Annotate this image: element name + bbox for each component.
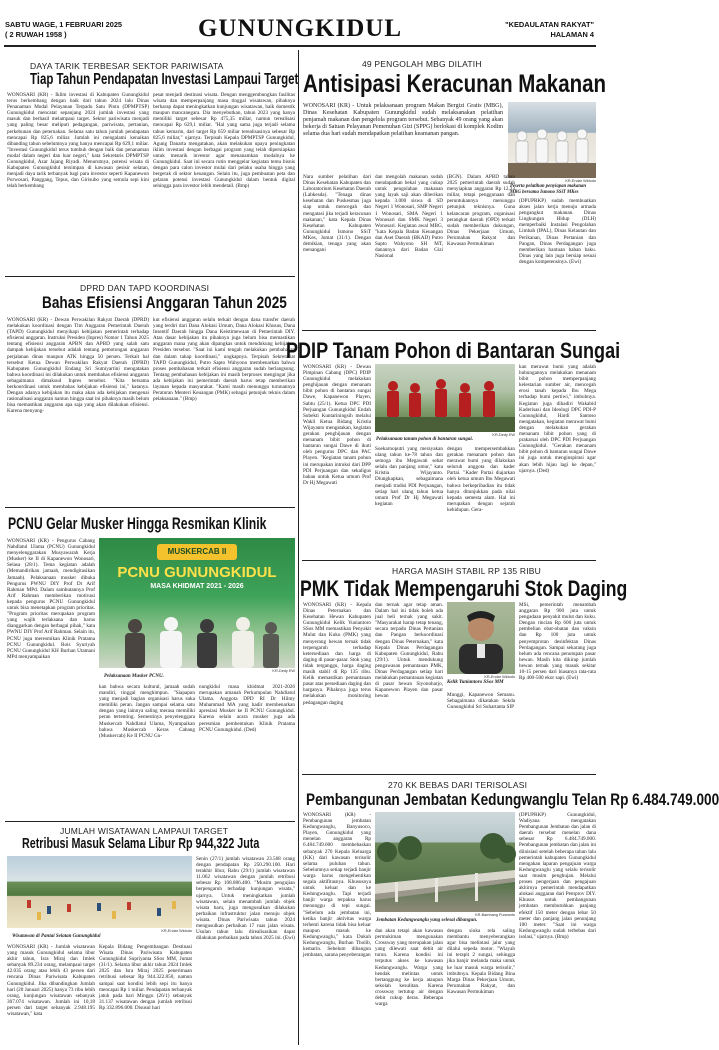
masthead-title: GUNUNGKIDUL (197, 15, 403, 42)
art1-col1: WONOSARI (KR) - Iklim investasi di Kabupaten Gunungkidul terus berkembang dengan baik dari tahun 2024 lalu Dinas Penanaman Modal Pelayanan Terpadu Satu Pintu (DPMPTSP) Gunungkidul mencatat sepanjang 2024 jumlah investasi yang masuk dan berhasil melampaui target. Sektor pariwisata menjadi yang paling besar meliputi pedagangan, pariwisata, pertanian, perkebunan dan peternakan. Selama satu tahun jumlah pendapatan mencapai Rp 825,6 miliar. Jumlah ini mengalami kenaikan dibanding tahun sebelumnya yang hanya mencapai Rp 629,1 miliar. "Investasi Gunungkidul terus tumbuh dengan baik dan penanaman modal dalam negeri dan luar negeri," kata Sekretaris DPMPTSP Gunungkidul, Azar Jajang Riyadi. Menurutnya, potensi wisata di Kabupaten Gunungkidul tersimpan di kawasan pesisir selatan, menjadi daya tarik terbanyak bagi para investor seperti Kapanewon Purwosari, Panggang, Tepus, dan Girisubo yang semula sepi kini telah berkembang (7, 92, 149, 190)
art5-kicker: 49 PENGOLAH MBG DILATIH (362, 59, 482, 69)
beach-crowd (7, 856, 192, 928)
art5-intro: WONOSARI (KR) - Untuk pelaksanaan program Makan Bergizi Gratis (MBG), Dinas Kesehatan Kabupaten Gunungkidul sudah melaksanakan pelatihan penjamah makanan dan pengelola program tersebut. Sebanyak 49 orang yang akan bekerja di Satuan Pelayanan Pemenuhan Gizi (SPPG) berlokasi di komplek Kodim selama dua hari sudah mendapatkan pelatihan keamanan pangan. (303, 103, 503, 138)
art8-caption: Jembatan Kedungwanglu yang selesai dibangun. (376, 918, 478, 923)
masthead-hijri: ( 2 RUWAH 1958 ) (5, 30, 67, 39)
art1-kicker: DAYA TARIK TERBESAR SEKTOR PARIWISATA (30, 61, 224, 71)
mbg-people (508, 102, 596, 178)
art3-caption: Pelaksanaan Musker PCNU. (104, 674, 164, 679)
masthead-rule (4, 45, 596, 47)
art6-caption: Pelaksanaan tanam pohon di bantaran sungai. (376, 437, 473, 442)
art3-headline: PCNU Gelar Musker Hingga Resmikan Klinik (8, 514, 267, 533)
art2-col2: kut efisiensi anggaran selalu terkait dengan dana transfer daerah yang terdiri dari Dana Alokasi Umum, Dana Alokasi Khusus, Dana Insentif Daerah hingga Dana Keistimewaan di Pemerintah DIY. Atas dasar kebijakan itu pihaknya juga belum bisa memastikan anggaran mana yang akan dipangkas untuk mendukung kebijakan Presiden tersebut. "Saat ini kami tengah melakukan pembahasan dan dalam tahap koordinasi," ungkapnya. Terpisah Sekretariat TAPD Gunungkidul, Putro Sapto Wahyono membenarkan bahwa proses pembahasan terkait efisiensi anggaran sudah berlangsung. Tentang pembahasan kebijakan ini masih berproses mengingat jika ada kebijakan ini pemerintah daerah harus tetap memberikan layanan kepada masyarakat. "Kami masih menunggu turunannya Peraturan Menteri Keuangan (PMK) sebagai petunjuk teknis dalam pelaksanaan." (Bmp) (153, 317, 295, 403)
masthead (0, 0, 600, 52)
bridge-illustration (375, 812, 515, 912)
divider (302, 560, 596, 561)
art4-credit: KR-Endar Widodo (161, 929, 192, 933)
portrait (447, 602, 515, 674)
art5-col1: Nara sumber pelatihan dari Dinas Kesehatan Kabupaten dan Laboratorium Kesehatan Daerah (Labkesda). "Tenaga dinas kesehatan dan Puskesmas juga siap untuk mencegah dan mengatasi jika terjadi keracunan makanan," kata Kepala Dinas Kesehatan Kabupaten Gunungkidul Ismono SSiT MKes, Jumat (31/1). Dengan demikian, tenaga yang akan menangani (303, 174, 371, 254)
art5-caption: Peserta pelatihan penyiapan makanan MBG bersama Ismono SSiT MKes (510, 184, 587, 195)
art3-credit: KR-Dedy EW (272, 669, 295, 673)
art4-col1: WONOSARI (KR) - Jumlah wisatawan yang masuk Gunungkidul selama libur akhir tahun, Isra Miraj dan Imlek sebanyak 89.234 orang, melampaui target 42.035 orang atau lebih 43 persen dari rencana Dinas Pariwisata Kabupaten Gunungkidul. Jika dibandingkan Jumlah hari (20 Januari 2025) hanya 73 ribu lebih orang, kunjungan wisatawan sebanyak 307.074 wisatawan. Jumlah ini 10,18 persen dari target sebanyak 2.948.195 wisatawan," kata (7, 944, 95, 1018)
art5-col3: (BGN). Dalam APBD tahun 2025 pemerintah daerah sudah menyiapkan anggaran Rp 12,23 miliar, tetapi penggunaan dan peruntukannya menunggu petunjuk teknisnya. Guna kelancaran program, organisasi perangkat daerah (OPD) terkait sudah memberikan dukungan, Dinas Pekerjaan Umum, Perumahan Rakyat dan Kawasan Permukiman (447, 174, 515, 248)
art8-col3: dengan siuka rela saling membantu menyeberangkan agar bisa melintasi jalur yang dilalui sepeda motor. "Wiayah ini terapit 2 sungai, sehingga jika banjir melanda maka untuk ke luar masuk warga terisolir," imbuhnya. Kepala Bidang Bina Marga Dinas Pekerjaan Umum, Perumahan Rakyat, dan Kawasan Permukiman (447, 928, 515, 995)
art5-headline: Antisipasi Keracunan Makanan (303, 70, 607, 98)
art7-col2: dan ternak agar tetap aman. Dalam hal ini tidak boleh ada jual beli ternak yang sakit. "Masyarakat harap tetap tenang, secara terpadu Dinas Pertanian dan Pangan berkoordinasi dengan Dinas Peternakan," kata Kepala Dinas Perdagangan Kabupaten Gunungkidul, Rabu (29/1). Untuk mendukung pengawasan pemantauan PMK, Dinas Perdagangan setiap hari melakukan pemantauan kegiatan di pasar hewan Siyonoharjo, Kapanewon Playen dan pasar hewan (375, 602, 443, 700)
pcnu-banner: MUSKERCAB II (157, 544, 237, 560)
art1-col2: pesat menjadi destinasi wisata. Dengan menggembungkan fasilitas wisata dan memperpanjang masa tinggal wisatawan, pihaknya berharap dapat meningkatkan kunjungan wisatawan, baik domestik maupun mancanegara. Dia menyebutkan, tahun 2023 yang hanya memiliki target sebesar Rp 475,35 miliar, namun terealisasi mencapai Rp 629,1 miliar. "Hal yang sama juga terjadi selama tahun kemarin, dari target Rp 659 miliar terealisasinya sebesar Rp 825,6 miliar," ujarnya. Terpisah Kepala DPMPTSP Gunungkidul, Agung Danarta mengatakan, akan melakukan upaya peningkatan iklim investasi dengan berbagai program yang telah dipersiapkan untuk menarik investor agar menanamkan modalnya ke Gunungkidul. Saat ini secara rutin menggelar kegiatan temu bisnis dengan para calon investor mulai dari pelaku usaha hingga yang bergerak di sektor keuangan. Selain itu, juga pembuatan peta dan gelaran potensi investasi Gunungkidul dalam bentuk digital sehingga para investor lebih mendetail. (Bmp) (153, 92, 295, 190)
people-silhouettes (113, 614, 283, 668)
art3-col2: kan bahwa secara kultural, jamaah sudah mandiri, tinggal menghimpun. "Siapapun yang menjadi bagian organisasi harus suka memiliki peran. Jangan sampai selama satu dengan yang lainnya saling merasa memiliki peran tertenting. Semestinya penyelenggara Muskercab Nahdlatul Ulama, Nyampaikan bahwa Muskercab Keras Cabang (Muskercab) Ke II PCNU Gu- (99, 684, 195, 739)
art4-col2: Kepala Bidang Pengembangan Destinasi Wisata Dinas Pariwisata Kabupaten Gunungkidul Supriyanta SSos MM, Jumat (31/1). Selama libur akhir tahun 2024 Imlek 2025 dan Isra Miraj 2025 penerimaan retribusi sebesar Rp 944.322.850, namun sampai saat kondisi lebih sepi itu hanya mencapai Rp 1 miliar. Pendapatan terbanyak jatuh pada hari Minggu (26/1) sebanyak 31.137 wisatawan dengan jumlah retribusi Rp 332.896.000. Disusul hari (99, 944, 192, 1011)
pdip-photo (375, 364, 515, 432)
beach-photo (7, 856, 192, 928)
divider (5, 276, 295, 277)
art7-col4: MSi, pemerintah menambah anggaran Rp 900 juta untuk pengadaan penyakit mulut dan kuku. Dengan rincian Rp 600 juta untuk pembelian obat-obatan dan vaksin dan Rp 100 juta untuk penyemprotan desinfektan Dinas Perdagangan. Sampai sekarang juga belum ada rencana penutupan pasar hewan. Masih kita dikirap jumlah hewan ternak yang masuk sekitar 10-15 persen dari biasanya rata-rata Rp 400-500 ekor sapi. (Ewi) (519, 602, 596, 682)
art7-col3: Munggi, Kapanewon Semanu. Sebagaimana dikatakan Sekda Gunungkidul Sri Suhartanta SIP (447, 692, 515, 711)
art7-credit: KR-Endar Widodo (484, 675, 515, 679)
masthead-page: HALAMAN 4 (550, 30, 594, 39)
art7-kicker: HARGA MASIH STABIL RP 135 RIBU (392, 566, 541, 576)
art6-col1: WONOSARI (KR) - Dewan Pimpinan Cabang (DPC) PDIP Gunungkidul melakukan penghijauan dengan menanam bibit pohon di bantaran sungai Dawe, Kapanewon Playen, Sabtu (25/1). Ketua DPC PDI Perjuangan Gunungkidul Endah Subekti Kuntariningsih melalui Wakil Ketua Bidang Kristia Wijayanto mengatakan, kegiatan gerakan penghijauan dengan menanam bibit pohon di bantaran sungai Dawe di ikuti oleh pengurus DPC dan PAC Playen. "Kegiatan tanam pohon ini merupakan intruksi dari DPP PDI Perjuangan dan sekaligus bahan untuk Ketua umum Prof Dr Hj Megawati (303, 364, 371, 486)
art4-col3: Senin (27/1) jumlah wisatawan 23.568 orang dengan pendapatan Rp 250.290.100. Hari terakhir libur, Rabu (29/1) jumlah wisatawan 11.062 wisatawan dengan jumlah retribusi sebesar Rp 108.806.400. "Musim pengujian berpengaruh terhadap kunjungan wisata," ujarnya. Untuk meningkatkan jumlah wisatawan, selain menambah jumlah objek wisata baru, juga mengusulkan dilakukan perbaikan infrastruktur jalan menuju objek wisata. Dinas Pariwisata tahun 2024 mengusulkan perbaikan 17 ruas jalan wisata. Usulan tahun lalu direalisasikan dapat dilakukan perbaikan pada tahun 2025 ini. (Ewi) (196, 856, 295, 942)
pcnu-photo-title: PCNU GUNUNGKIDUL (117, 564, 277, 581)
mbg-photo (508, 102, 596, 178)
art4-headline: Retribusi Masuk Selama Libur Rp 944,322 Juta (22, 836, 260, 852)
art8-col2: dan akan tetapi akan kawasan permukiman mengunakan Crossway yang merupakan jalan yang dilewati saat debit air turun. Karena kondisi ini terputus akses ke kawasan Kedungwanglu. Warga yang hendak melintas untuk bertanggung ke kerja ataupun sekolah kesulitan. Karena crossway tertutup air dengan debit cukup deras. Beberapa warga (375, 928, 443, 1008)
kelik-photo (447, 602, 515, 674)
masthead-slogan: "KEDAULATAN RAKYAT" (505, 20, 594, 29)
art8-kicker: 270 KK BEBAS DARI TERISOLASI (388, 780, 528, 790)
art2-kicker: DPRD DAN TAPD KOORDINASI (80, 283, 210, 293)
divider (302, 774, 596, 775)
art3-col1: WONOSARI (KR) - Pengurus Cabang Nahdlatul Ulama (PCNU) Gunungkidul menyelenggarakan Musyawarah Kerja (Musker) ke II di Kapanewon Wonosari, Selasa (28/1). Tema kegiatan adalah (Memandirikan jamaah, mendigitasikan Jamaah). Pelaksanaan musker dibuka Pengurus PWNU DIY Prof Dr Arif Rahman MPd. Dalam sambutannya Prof Arif Rahman memberikan motivasi kepada pengurus PCNU Gunungkidul untuk bisa menetapkan program prioritas. "Program prioritas merupakan program yang wajib terlaksana dan harus dianggarkan dengan berbagai pihak," kata PWNU DIY Prof Arif Rahman. Selain itu, PCNU juga meresmikan Klinik Pratama PCNU Gunungkidul. Rois Syuriyah PCNU Gunungkidul KH Burhan Utamani MPd menyampaikan (7, 538, 95, 660)
art2-headline: Bahas Efisiensi Anggaran Tahun 2025 (42, 293, 287, 312)
art7-col1: WONOSARI (KR) - Kepala Dinas Peternakan dan Kesehatan Hewan Kabupaten Gunungkidul Kelik Yuniantoro SSos MM memastikan Penyakit Mulut dan Kuku (PMK) yang menyerang hewan ternak tidak terpengaruh terhadap ketersediaan dan harga di daging di pasar-pasar. Stok yang tidak terganggu, harga daging masih stabil di Rp 135 ribu. Kelik memastikan pemantauan pasar atas persediaan daging dan harganya. Pihaknya juga terus melakukan monitoring pedagangan daging (303, 602, 371, 706)
art6-col3: dengan mempersembahkan gerakan menanam pohon dan merawat bumi yang dilakukan seluruh anggota dan kader Partai. "Kader Partai diajarkan oleh ketua umum Ibu Megawati bahwa berkepribadian itu tidak hanya ditunjukkan pada nilai kepada semesta alam. Hal ini merupakan dengan sejarah kehidupan. Gera- (447, 446, 515, 513)
art1-headline: Tiap Tahun Pendapatan Investasi Lampaui Target (30, 71, 299, 88)
art7-headline: PMK Tidak Mempengaruhi Stok Daging (300, 576, 628, 601)
art8-col4: (DPUPRKP) Gunungkidul, Wadiyana mengatakan Pembangunan Jembatan dan jalan di daerah tersebut menelan dana sebesar Rp 6.484.749.000. Pembangunan jembatan dan jalan ini diinisiasi setelah beberapa tahun lalu pemerintah kabupaten Gunungkidul mengakan laparan pengajuan warga Kedungwanglu yang selalu terisolir saat musim penghujan. Melalui proses pengerjaan dan pengajuan akhirnya pemerintah mendapatkan alokasi anggaran dari Pemprov DIY. Khusus untuk pembangunan jembatan membutuhkan panjang efektif 150 meter dengan lebar 50 meter dan panjang jalan penunjang 100 meter. "Saat ini warga Kedungwanglu sudah terbebas dari isolasi," ujarnya. (Bmp) (519, 812, 596, 940)
art7-caption: Kelik Yuniantoro SSos MM (447, 680, 504, 685)
masthead-date: SABTU WAGE, 1 FEBRUARI 2025 (5, 20, 123, 29)
art6-col4: kan merawat bumi yang adalah hubungannya melakukan menanam bibit pohon memperpanjang kelestarian sumber air, mencegah erosi tanah kepada Ibu Mega terhadap bumi pertiwi," imbuhnya. Kegiatan juga dihadiri Wakabid Kaderisasi dan Ideologi DPC PDI-P Gunungkidul, Hardi Santoso mengatakan, kegiatan merawat bumi dengan melakukan gerakan menanam bibit pohon yang di prakarsai oleh DPC PDI Perjuangan Gunungkidul. "Gerakan menanam bibit pohon di bantaran sungai Dawe ini juga untuk menginspirasi agar akan lebih hijau lagi ke depan," ujarnya. (Ded) (519, 364, 596, 474)
art2-col1: WONOSARI (KR) - Dewan Perwakilan Rakyat Daerah (DPRD) melakukan koordinasi dengan Tim Anggaran Pemerintah Daerah (TAPD) Gunungkidul menyikapi kebijakan pemerintah terhadap efisiensi anggaran. Instruksi Presiden (Inpres) Nomor 1 Tahun 2025 tentang efisiensi anggaran APBN dan APBD yang salah satu dampak kebijakan tersebut adalah tentang pemotongan anggaran perjalanan dinas maupun ATK hingga 50 persen. Terkait hal tersebut Ketua Dewan Perwakilan Rakyat Daerah (DPRD) Kabupaten Gunungkidul Endang Sri Sumiyartini mengatakan bahwa koordinasi ini dilakukan untuk membahas efisiensi anggaran sebagaimana dimaksud Inpres tersebut. "Kita bersama berkoordinasi untuk membahas kebijakan efisiensi ini," katanya. Dengan adanya kebijakan itu maka akan ada kebijakan mengenai rasionalisasi anggaran namun hingga saat ini pihaknya masih belum bisa memastikan anggaran apa saja yang akan dilakukan efisiensi. Karena menyang- (7, 317, 149, 415)
divider (5, 821, 295, 822)
art5-credit: KR-Endar Widodo (565, 179, 596, 183)
divider (5, 507, 295, 508)
art4-kicker: JUMLAH WISATAWAN LAMPAUI TARGET (60, 826, 229, 836)
art5-col4: (DPUPRKP) sudah membuatkan akses jalan kerja menuju armada pengangkut makanan. Dinas Lingkungan Hidup (DLH) memperbaiki Instalasi Pengolahan Limbah (IPAL), Dinas Kelautan dan Perikanan, Dinas Pertanian dan Pangan, Dinas Perdagangan juga memberikan bantuan bahan baku. Dinas yang lain juga bersiap sesuai dengan kompetensinya. (Ewi) (519, 198, 596, 265)
pdip-people (375, 364, 515, 432)
art8-credit: KR-Bambang Purwanto (475, 913, 515, 917)
divider (302, 330, 596, 331)
bridge-photo (375, 812, 515, 912)
art8-col1: WONOSARI (KR) - Pembangunan jembatan Kedungwanglu, Banyusoco, Playen, Gunungkidul yang menelan anggaran Rp 6.484.749.000 membebaskan sebanyak 270 Kepala Keluarga (KK) dari kawasan terisolir selama puluhan tahun. Sebelumnya setiap terjadi banjir warga harus mengehentikan segala aktifitasnya. Khususnya untuk keluar dan ke Kedungwanglu. Tapi terjadi banjir warga terpaksa harus menunggu di tepi sungai. "Sebelum ada jembatan ini, ketika banjir aktivitas warga terhenti karena tidak bisa keluar maupun masuk ke Kedungwanglu," kata Dukuh Kedungwanglu, Burhan Tholib, kemarin. Sebelum dibangun jembatan, sarana penyeberangan (303, 812, 371, 959)
art6-col2: Soekarnoputri yang merayakan ulang tahun ke-78 tahun dan semoga ibu Megawati sehat selalu dan panjang umur," kata Kristia Wijayanto. Diungkapkan, sebagaimana menjadi tradisi PDI Perjuangan, setiap hari ulang tahun ketua umum Prof Dr Hj Megawati kegiatan (375, 446, 443, 507)
pcnu-photo (99, 538, 295, 668)
pcnu-photo-sub: MASA KHIDMAT 2021 - 2026 (150, 583, 244, 590)
art8-headline: Pembangunan Jembatan Kedungwanglu Telan Rp 6.484.749.000 (306, 790, 719, 809)
art4-caption: Wisatawan di Pantai Selatan Gunungkidul (12, 934, 101, 939)
art6-credit: KR-Dedy EW (492, 433, 515, 437)
art3-col3: nungkidul masa khidmat 2021-2026 merupakan amanah Perkumpulan Nahdlatul Ulama. Anggota DPD RI Dr Hilmy Muhammad MA yang hadir membenarkan apresiasi Musker ke II PCNU Gunungkidul. Karena selain acara musker juga ada peresmian pembentukan Klinik Pratama PCNU Gunungkidul. (Ded) (199, 684, 295, 733)
art6-headline: PDIP Tanam Pohon di Bantaran Sungai (286, 338, 621, 363)
art5-col2: dan mengolah makanan sudah mendapatkan bekal yang cukup untuk pengolahan makanan yang layak saji akan diberikan kepada 3.000 siswa di SD Negeri 1 Wonosari, SMP Negeri 1 Wonosari, SMA Negeri 1 Wonosari dan SMK Negeri 3 Wonosari. Kegiatan awal MBG, "kata Kepala Badan Keuangan dan Aset Daerah (BKAD) Putro Sapto Wahyono SH MT, danannya dari Badan Gizi Nasional (375, 174, 443, 260)
column-divider (298, 50, 299, 1045)
